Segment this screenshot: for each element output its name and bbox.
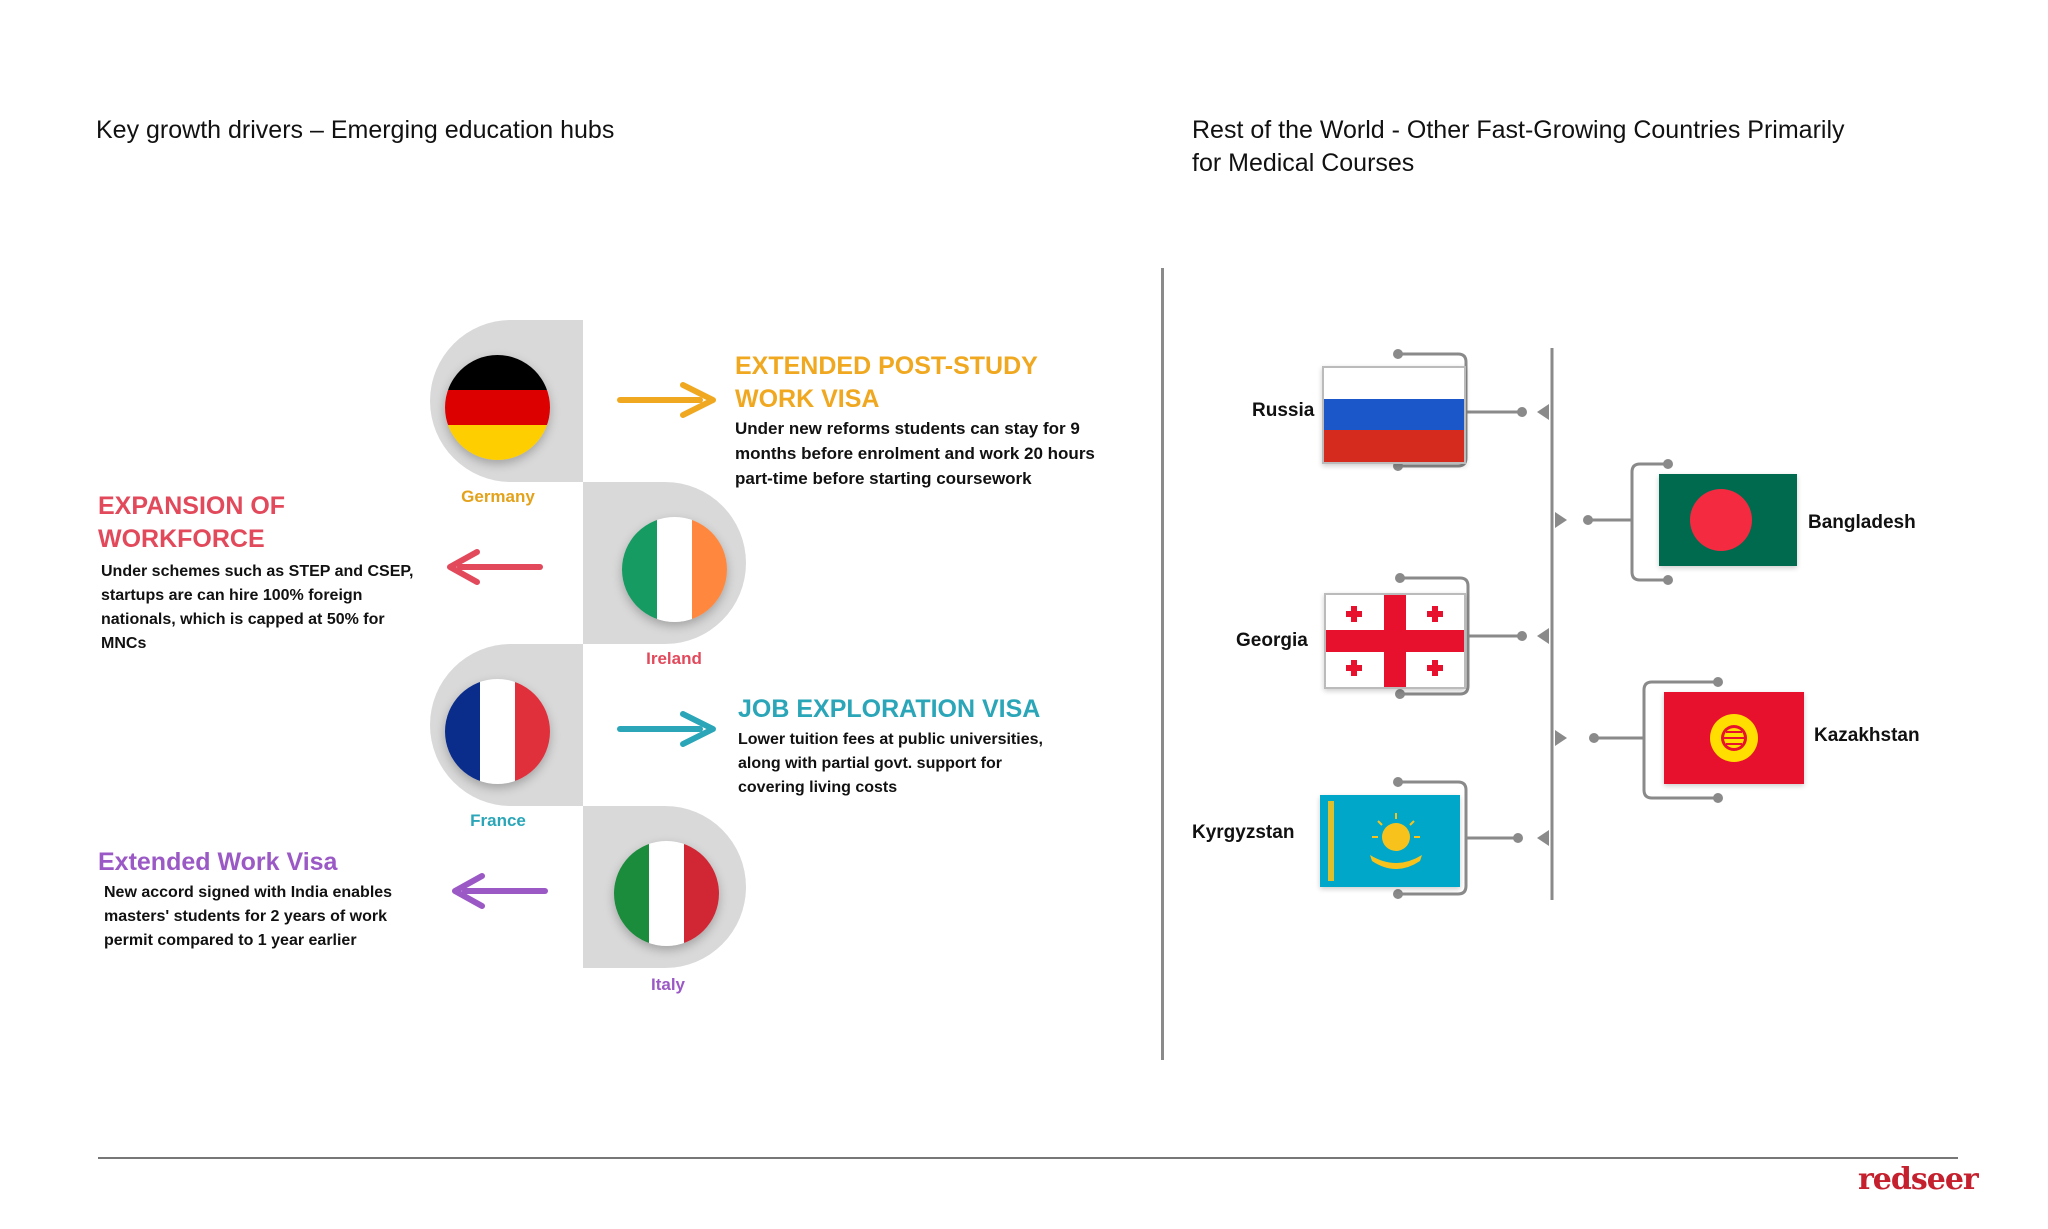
country-label-france: France bbox=[470, 811, 526, 830]
ireland-text-line1: Under schemes such as STEP and CSEP, bbox=[101, 563, 414, 580]
germany-heading-line1: EXTENDED POST-STUDY bbox=[735, 352, 1038, 380]
italy-heading-line1: Extended Work Visa bbox=[98, 848, 338, 876]
italy-driver-block bbox=[98, 846, 458, 953]
italy-text-line2: masters' students for 2 years of work bbox=[104, 908, 388, 925]
kazakhstan-flag-icon bbox=[1320, 795, 1460, 887]
right-panel-title-line2: for Medical Courses bbox=[1192, 149, 1415, 177]
france-text-line1: Lower tuition fees at public universities, bbox=[738, 731, 1043, 748]
country-label-kazakhstan: Kazakhstan bbox=[1814, 725, 1920, 746]
ireland-text-line4: MNCs bbox=[101, 635, 147, 652]
georgia-flag-icon bbox=[1324, 593, 1466, 689]
ireland-text-line2: startups are can hire 100% foreign bbox=[101, 587, 363, 604]
germany-text-line1: Under new reforms students can stay for 9 bbox=[735, 419, 1080, 438]
footer-divider bbox=[98, 1157, 1958, 1159]
arrow-right-icon bbox=[615, 380, 725, 420]
germany-text-line2: months before enrolment and work 20 hours bbox=[735, 444, 1095, 463]
arrow-right-icon bbox=[615, 709, 725, 749]
country-label-bangladesh: Bangladesh bbox=[1808, 512, 1916, 533]
right-panel-title-line1: Rest of the World - Other Fast-Growing Countries Primarily bbox=[1192, 116, 1845, 144]
panel-divider bbox=[1161, 268, 1164, 1060]
france-text-line2: along with partial govt. support for bbox=[738, 755, 1002, 772]
france-flag-icon bbox=[445, 679, 550, 784]
country-label-georgia: Georgia bbox=[1236, 630, 1308, 651]
russia-flag-icon bbox=[1322, 366, 1466, 464]
france-text-line3: covering living costs bbox=[738, 779, 898, 796]
france-heading-line1: JOB EXPLORATION VISA bbox=[738, 695, 1041, 723]
ireland-heading-line1: EXPANSION OF bbox=[98, 492, 286, 520]
italy-flag-icon bbox=[614, 841, 719, 946]
kyrgyzstan-flag-icon bbox=[1664, 692, 1804, 784]
country-label-kyrgyzstan: Kyrgyzstan bbox=[1192, 822, 1295, 843]
arrow-left-icon bbox=[450, 871, 550, 911]
country-label-ireland: Ireland bbox=[646, 649, 702, 668]
italy-text-line3: permit compared to 1 year earlier bbox=[104, 932, 357, 949]
country-label-germany: Germany bbox=[461, 487, 535, 506]
germany-text-line3: part-time before starting coursework bbox=[735, 469, 1032, 488]
germany-driver-block bbox=[735, 350, 1155, 491]
ireland-text-line3: nationals, which is capped at 50% for bbox=[101, 611, 385, 628]
germany-flag-icon bbox=[445, 355, 550, 460]
brand-logo: redseer bbox=[1858, 1162, 1978, 1197]
country-label-italy: Italy bbox=[650, 975, 686, 994]
ireland-driver-block bbox=[98, 490, 468, 656]
ireland-heading-line2: WORKFORCE bbox=[98, 525, 265, 553]
left-panel-title: Key growth drivers – Emerging education hubs bbox=[96, 116, 615, 144]
ireland-flag-icon bbox=[622, 517, 727, 622]
germany-heading-line2: WORK VISA bbox=[735, 385, 880, 413]
bangladesh-flag-icon bbox=[1659, 474, 1797, 566]
right-panel-title bbox=[1192, 114, 1992, 180]
italy-text-line1: New accord signed with India enables bbox=[104, 884, 393, 901]
france-driver-block bbox=[738, 693, 1158, 800]
country-label-russia: Russia bbox=[1252, 400, 1315, 421]
